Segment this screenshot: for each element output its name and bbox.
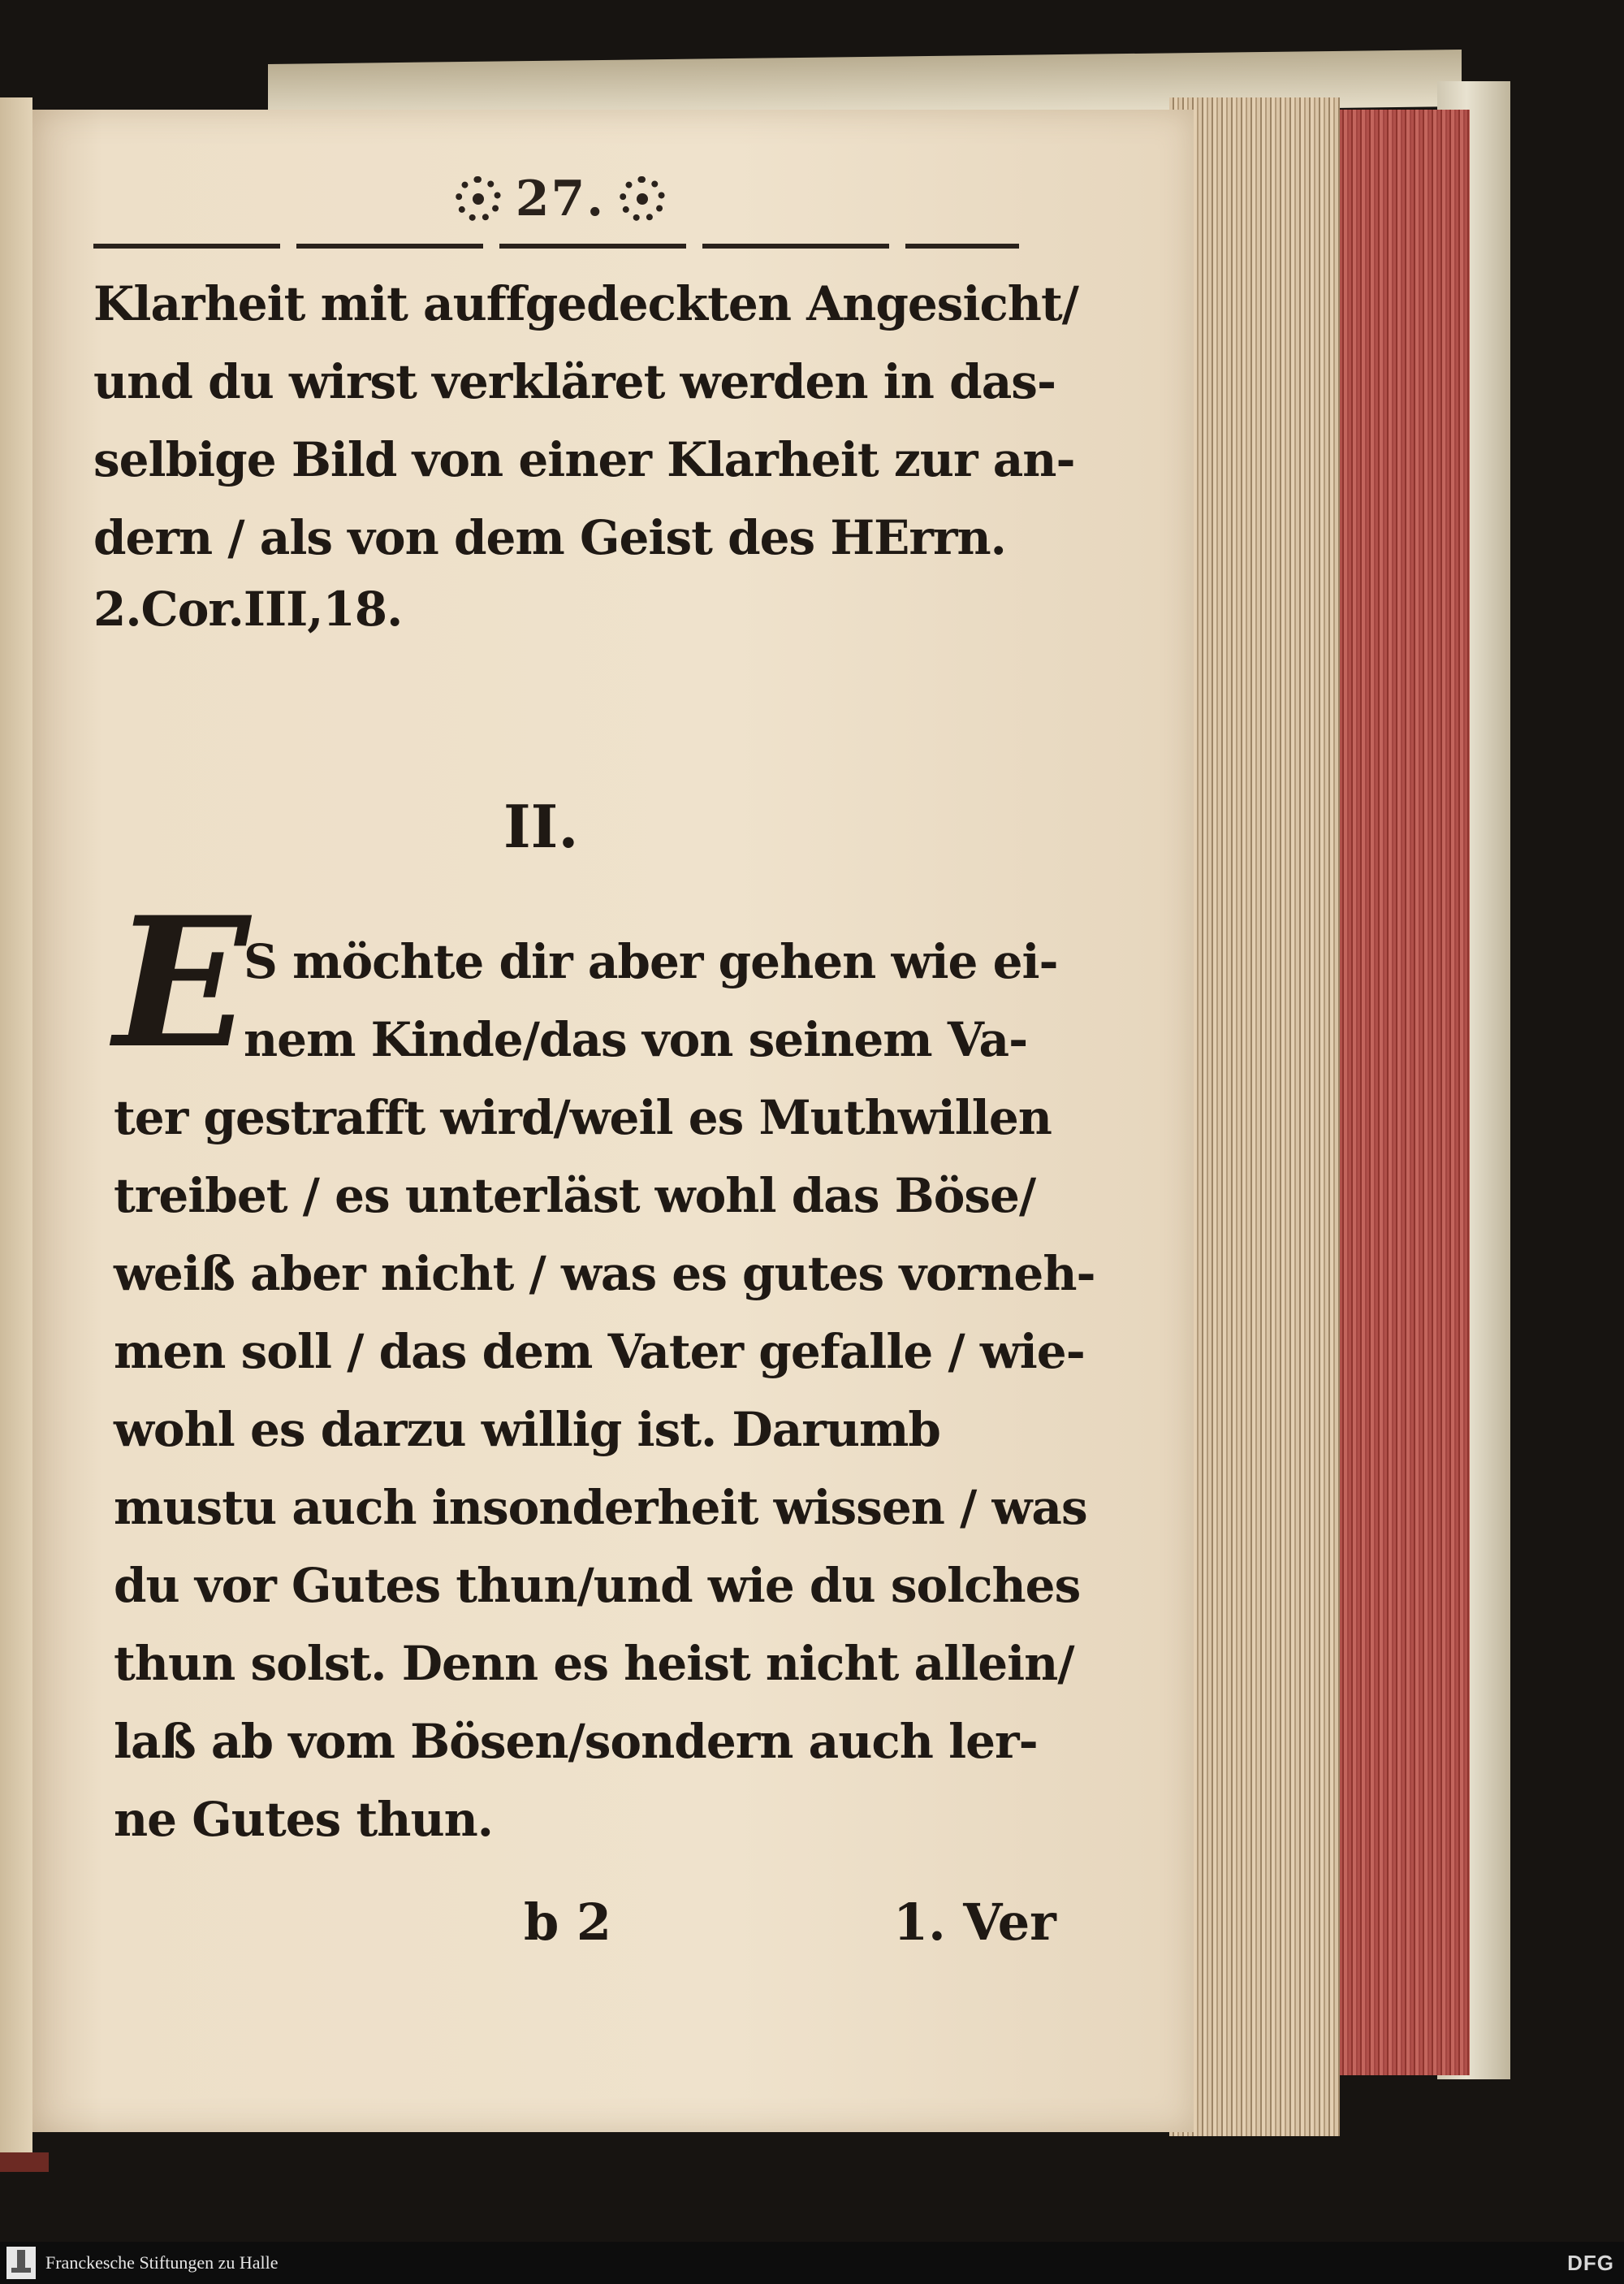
footer-bar <box>0 2242 1624 2284</box>
text-line: selbige Bild von einer Klarheit zur an- <box>93 432 1075 487</box>
text-line: dern / als von dem Geist des HErrn. <box>93 510 1006 565</box>
text-line: treibet / es unterläst wohl das Böse/ <box>114 1168 1036 1223</box>
signature-mark: b 2 <box>524 1893 612 1952</box>
text-line: laß ab vom Bösen/sondern auch ler- <box>114 1714 1038 1769</box>
decorated-initial: E <box>114 877 250 1088</box>
catchword: 1. Ver <box>893 1893 1056 1952</box>
page-number: 27. <box>515 171 606 227</box>
text-line: nem Kinde/das von seinem Va- <box>244 1012 1028 1067</box>
text-line: wohl es darzu willig ist. Darumb <box>114 1402 940 1457</box>
institution-logo-icon <box>6 2247 36 2279</box>
institution-name: Franckesche Stiftungen zu Halle <box>45 2252 279 2273</box>
text-line: Klarheit mit auffgedeckten Angesicht/ <box>93 276 1078 331</box>
text-line: men soll / das dem Vater gefalle / wie- <box>114 1324 1085 1379</box>
text-line: mustu auch insonderheit wissen / was <box>114 1480 1087 1535</box>
text-line: du vor Gutes thun/und wie du solches <box>114 1558 1081 1613</box>
text-line: thun solst. Denn es heist nicht allein/ <box>114 1636 1074 1691</box>
dfg-logo: DFG <box>1567 2250 1614 2275</box>
ornament-icon <box>620 176 665 222</box>
text-line: weiß aber nicht / was es gutes vorneh- <box>114 1246 1095 1301</box>
page-header <box>438 171 682 227</box>
text-line: S möchte dir aber gehen wie ei- <box>244 934 1058 989</box>
footer-credit <box>0 2247 279 2279</box>
ornament-icon <box>456 176 501 222</box>
text-line: und du wirst verkläret werden in das- <box>93 354 1056 409</box>
text-line: ter gestrafft wird/weil es Muthwillen <box>114 1090 1052 1145</box>
text-line: ne Gutes thun. <box>114 1792 493 1847</box>
scripture-reference: 2.Cor.III,18. <box>93 582 403 637</box>
header-rule <box>93 244 1019 249</box>
section-number: II. <box>503 792 579 861</box>
